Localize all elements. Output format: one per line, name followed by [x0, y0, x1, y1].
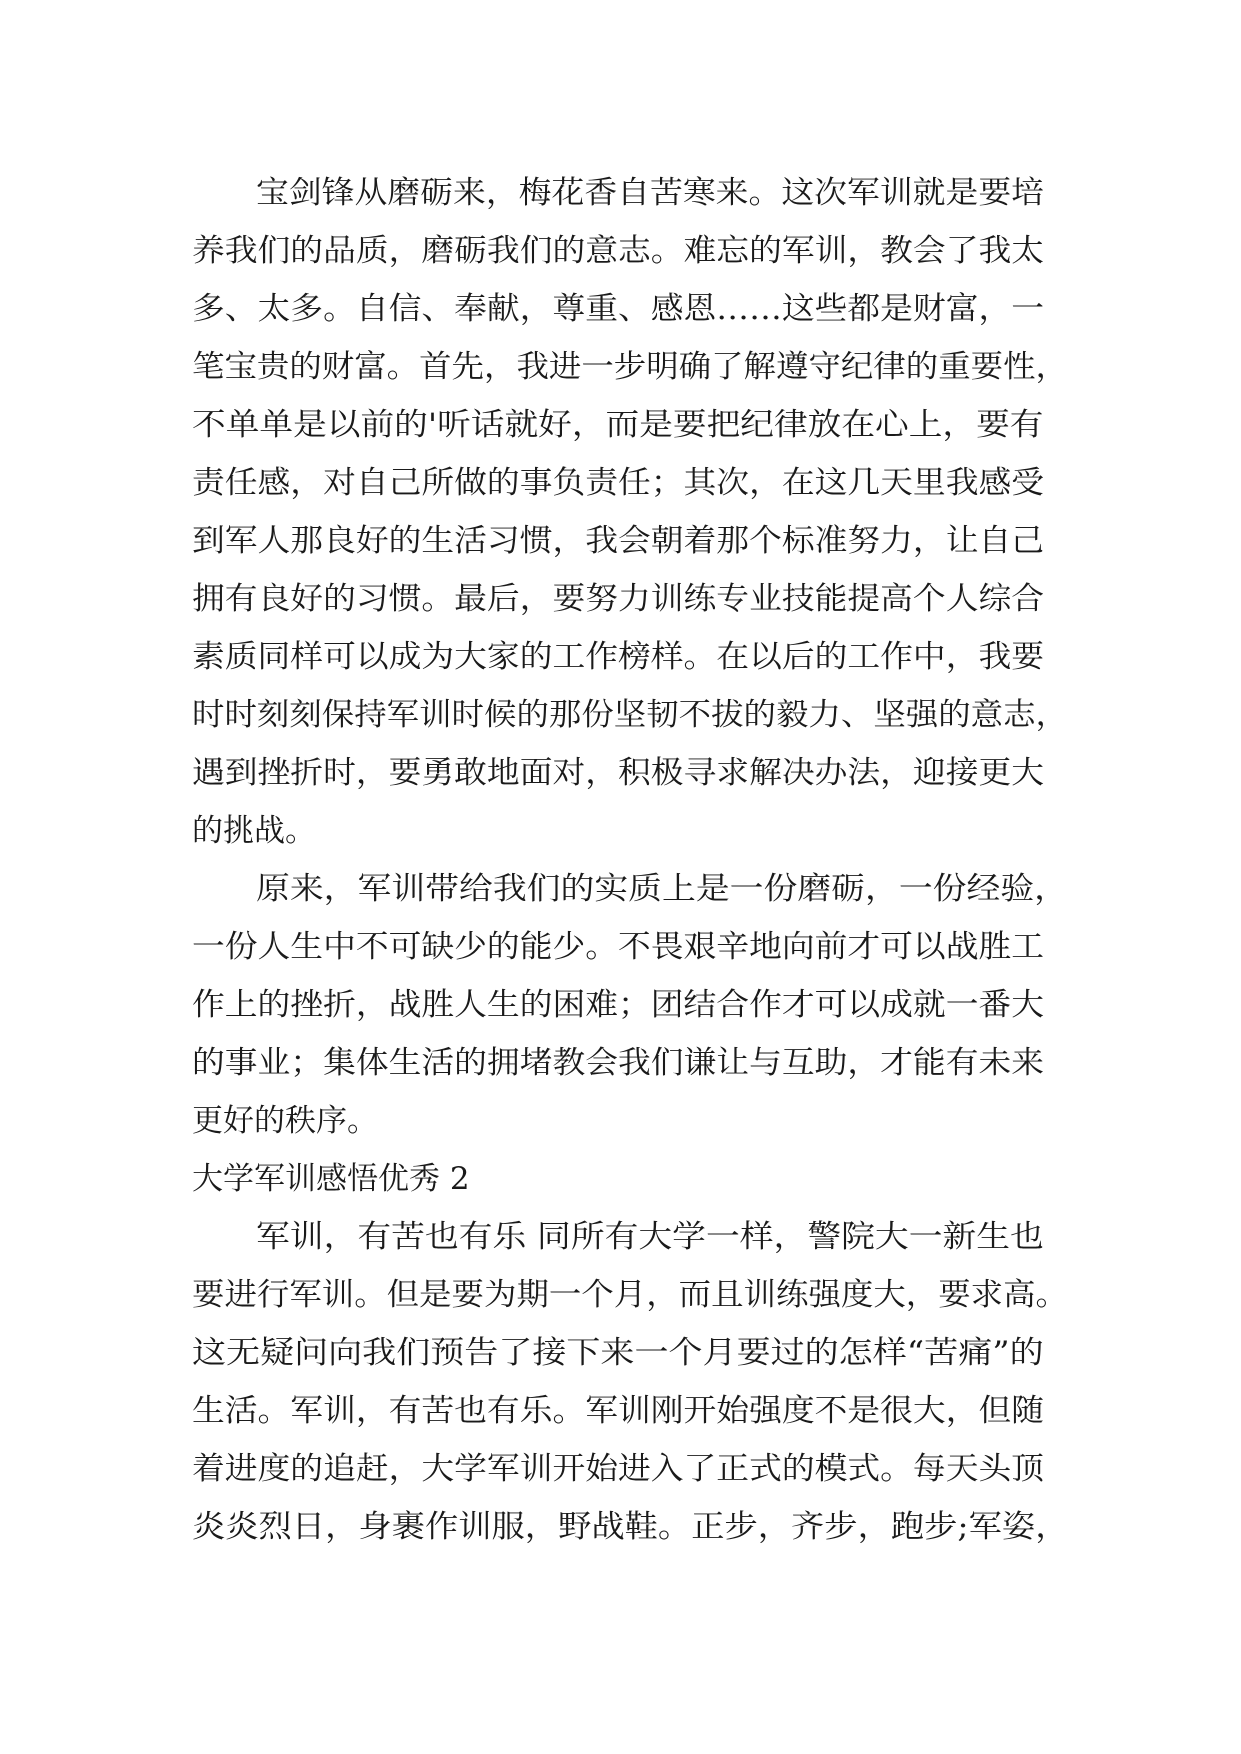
body-text-line: 时时刻刻保持军训时候的那份坚韧不拔的毅力、坚强的意志，	[192, 697, 1068, 733]
body-text-line: 着进度的追赶，大学军训开始进入了正式的模式。每天头顶	[192, 1451, 1044, 1487]
body-text-line: 要进行军训。但是要为期一个月，而且训练强度大，要求高。	[192, 1277, 1068, 1313]
body-text-line: 的事业；集体生活的拥堵教会我们谦让与互助，才能有未来	[192, 1045, 1044, 1081]
body-text-line: 不单单是以前的'听话就好，而是要把纪律放在心上，要有	[192, 407, 1044, 443]
body-text-line: 炎炎烈日，身裹作训服，野战鞋。正步，齐步，跑步;军姿，	[192, 1509, 1069, 1545]
body-text-line: 多、太多。自信、奉献，尊重、感恩……这些都是财富，一	[192, 291, 1044, 327]
body-text-line: 一份人生中不可缺少的能少。不畏艰辛地向前才可以战胜工	[192, 929, 1044, 965]
body-text-line: 素质同样可以成为大家的工作榜样。在以后的工作中，我要	[192, 639, 1044, 675]
body-text-line: 更好的秩序。	[192, 1103, 378, 1139]
body-text-line: 作上的挫折，战胜人生的困难；团结合作才可以成就一番大	[192, 987, 1044, 1023]
body-text-line: 军训，有苦也有乐 同所有大学一样，警院大一新生也	[256, 1219, 1044, 1255]
body-text-line: 生活。军训，有苦也有乐。军训刚开始强度不是很大，但随	[192, 1393, 1044, 1429]
body-text-line: 责任感，对自己所做的事负责任；其次，在这几天里我感受	[192, 465, 1044, 501]
body-text-line: 宝剑锋从磨砺来，梅花香自苦寒来。这次军训就是要培	[256, 175, 1044, 211]
body-text-line: 原来，军训带给我们的实质上是一份磨砺，一份经验，	[256, 871, 1068, 907]
body-text-line: 笔宝贵的财富。首先，我进一步明确了解遵守纪律的重要性，	[192, 349, 1068, 385]
body-text-line: 到军人那良好的生活习惯，我会朝着那个标准努力，让自己	[192, 523, 1044, 559]
body-text-line: 拥有良好的习惯。最后，要努力训练专业技能提高个人综合	[192, 581, 1044, 617]
body-text-line: 这无疑问向我们预告了接下来一个月要过的怎样“苦痛”的	[192, 1335, 1044, 1371]
section-heading: 大学军训感悟优秀 2	[192, 1161, 470, 1197]
body-text-line: 遇到挫折时，要勇敢地面对，积极寻求解决办法，迎接更大	[192, 755, 1044, 791]
body-text-line: 养我们的品质，磨砺我们的意志。难忘的军训，教会了我太	[192, 233, 1044, 269]
body-text-line: 的挑战。	[192, 813, 316, 849]
